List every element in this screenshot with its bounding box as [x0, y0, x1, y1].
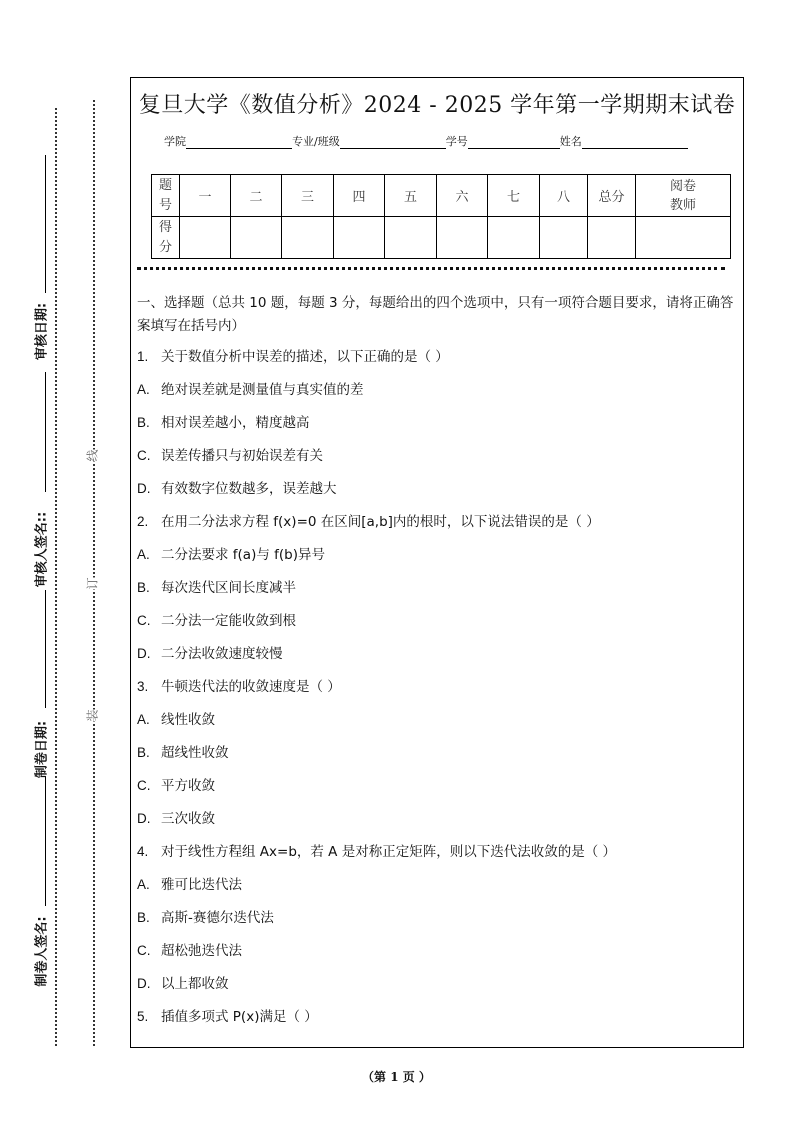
option-3b: B. 超线性收敛	[137, 745, 229, 761]
prepare-date-label: 制卷日期:	[34, 720, 50, 779]
col-header-2: 二	[231, 175, 282, 217]
name-label: 姓名	[559, 135, 582, 148]
col-header-1: 一	[180, 175, 231, 217]
inner-dotted-line	[93, 100, 95, 1046]
score-cell-8[interactable]	[540, 217, 588, 259]
binding-mark-bind: 装	[83, 709, 102, 721]
review-date-label: 审核日期:	[34, 302, 50, 361]
outer-dotted-line	[55, 108, 57, 1046]
score-cell-6[interactable]	[437, 217, 488, 259]
option-1a: A. 绝对误差就是测量值与真实值的差	[137, 382, 364, 398]
option-3c: C. 平方收敛	[137, 778, 215, 794]
college-label: 学院	[164, 135, 186, 148]
review-date-line	[45, 155, 46, 293]
col-header-8: 八	[540, 175, 588, 217]
student-id-field[interactable]	[468, 136, 560, 149]
col-header-6: 六	[437, 175, 488, 217]
prepare-signature-label: 制卷人签名:	[34, 916, 50, 987]
option-4b: B. 高斯-赛德尔迭代法	[137, 910, 274, 926]
exam-title: 复旦大学《数值分析》2024 - 2025 学年第一学期期末试卷	[138, 93, 736, 118]
name-field[interactable]	[582, 136, 688, 149]
score-cell-7[interactable]	[488, 217, 540, 259]
score-cell-3[interactable]	[282, 217, 334, 259]
page-number: （第 1 页 ）	[362, 1070, 431, 1084]
option-1d: D. 有效数字位数越多，误差越大	[137, 481, 337, 497]
score-row-header: 得 分	[152, 217, 180, 259]
option-4d: D. 以上都收敛	[137, 976, 229, 992]
prepare-date-line	[45, 590, 46, 708]
option-2a: A. 二分法要求 f(a)与 f(b)异号	[137, 547, 325, 563]
header-separator-dotted	[137, 267, 725, 270]
score-cell-2[interactable]	[231, 217, 282, 259]
question-4: 4. 对于线性方程组 Ax=b，若 A 是对称正定矩阵，则以下迭代法收敛的是（ ）	[137, 844, 617, 860]
option-1c: C. 误差传播只与初始误差有关	[137, 448, 323, 464]
major-class-label: 专业/班级	[292, 135, 340, 148]
score-table-score-row	[152, 217, 731, 259]
score-cell-1[interactable]	[180, 217, 231, 259]
review-signature-line	[45, 372, 46, 492]
section-heading: 一、选择题（总共 10 题，每题 3 分，每题给出的四个选项中，只有一项符合题目要求，请将正确答案填写在括号内）	[137, 295, 734, 334]
option-2b: B. 每次迭代区间长度减半	[137, 580, 296, 596]
col-header-total: 总分	[588, 175, 636, 217]
score-table-header-row	[152, 175, 731, 217]
student-info-row	[164, 133, 688, 149]
score-cell-grader[interactable]	[636, 217, 731, 259]
grader-header: 阅卷 教师	[636, 175, 731, 217]
option-1b: B. 相对误差越小，精度越高	[137, 415, 310, 431]
section-multiple-choice	[137, 292, 742, 1040]
score-table	[151, 174, 731, 259]
col-header-3: 三	[282, 175, 334, 217]
score-cell-4[interactable]	[334, 217, 385, 259]
prepare-signature-line	[45, 776, 46, 906]
option-4a: A. 雅可比迭代法	[137, 877, 242, 893]
question-2: 2. 在用二分法求方程 f(x)=0 在区间[a,b]内的根时，以下说法错误的是（ ）	[137, 514, 600, 530]
option-4c: C. 超松弛迭代法	[137, 943, 242, 959]
review-signature-label: 审核人签名::	[34, 511, 50, 588]
student-id-label: 学号	[445, 135, 468, 148]
major-class-field[interactable]	[340, 136, 446, 149]
question-1: 1. 关于数值分析中误差的描述，以下正确的是（ ）	[137, 349, 449, 365]
question-3: 3. 牛顿迭代法的收敛速度是（ ）	[137, 679, 341, 695]
question-number-header: 题 号	[152, 175, 180, 217]
binding-mark-staple: 订	[83, 577, 102, 589]
option-2d: D. 二分法收敛速度较慢	[137, 646, 283, 662]
col-header-5: 五	[385, 175, 437, 217]
col-header-7: 七	[488, 175, 540, 217]
score-cell-total[interactable]	[588, 217, 636, 259]
college-field[interactable]	[186, 136, 292, 149]
option-3d: D. 三次收敛	[137, 811, 215, 827]
exam-page-frame	[130, 77, 744, 1048]
binding-mark-line: 线	[83, 449, 102, 461]
option-3a: A. 线性收敛	[137, 712, 215, 728]
score-cell-5[interactable]	[385, 217, 437, 259]
col-header-4: 四	[334, 175, 385, 217]
option-2c: C. 二分法一定能收敛到根	[137, 613, 296, 629]
question-5: 5. 插值多项式 P(x)满足（ ）	[137, 1009, 318, 1025]
